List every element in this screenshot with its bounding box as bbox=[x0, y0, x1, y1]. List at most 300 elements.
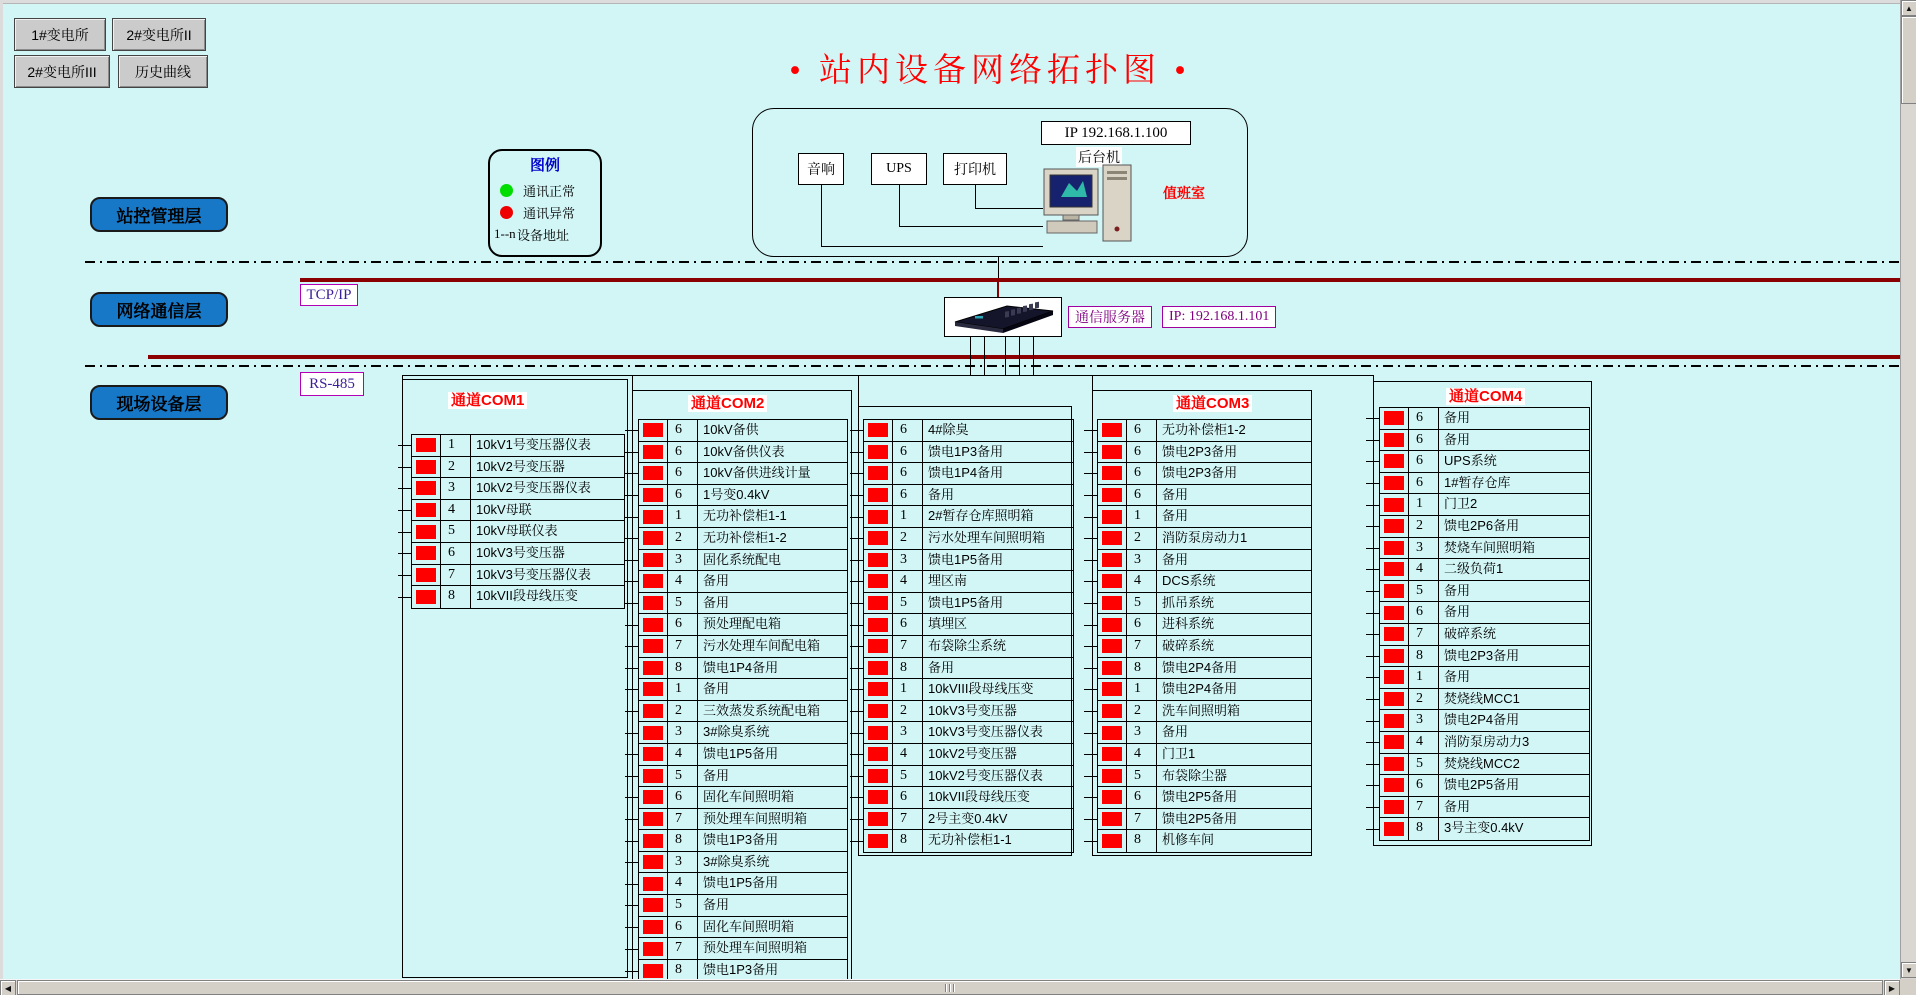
status-square-icon bbox=[1384, 822, 1404, 836]
status-square-icon bbox=[1384, 735, 1404, 749]
scroll-up-button[interactable] bbox=[1901, 0, 1916, 16]
device-address: 3 bbox=[1127, 550, 1157, 571]
device-row bbox=[864, 550, 1073, 572]
device-address: 5 bbox=[1127, 593, 1157, 614]
comm-status-cell bbox=[864, 506, 893, 527]
comm-status-cell bbox=[864, 809, 893, 830]
comm-server-ip-label: IP: 192.168.1.101 bbox=[1162, 306, 1276, 328]
status-square-icon bbox=[868, 834, 888, 848]
status-square-icon bbox=[643, 877, 663, 891]
device-row bbox=[412, 457, 624, 479]
layer-button-station-control[interactable]: 站控管理层 bbox=[90, 197, 228, 232]
device-address: 4 bbox=[893, 744, 923, 765]
device-address: 3 bbox=[893, 722, 923, 743]
legend-item-device-address bbox=[490, 223, 600, 245]
device-label: 馈电1P3备用 bbox=[703, 961, 779, 977]
device-address: 7 bbox=[1127, 636, 1157, 657]
device-row bbox=[864, 485, 1073, 507]
device-row bbox=[864, 701, 1073, 723]
page-title: • 站内设备网络拓扑图 • bbox=[789, 53, 1191, 89]
comm-status-cell bbox=[412, 500, 441, 521]
comm-status-cell bbox=[639, 917, 668, 938]
status-square-icon bbox=[1102, 618, 1122, 632]
comm-status-cell bbox=[1098, 701, 1127, 722]
channel-feeder-wire bbox=[632, 375, 633, 391]
device-label: 馈电1P5备用 bbox=[703, 875, 779, 891]
comm-status-cell bbox=[639, 528, 668, 549]
device-label: 三效蒸发系统配电箱 bbox=[703, 702, 821, 718]
device-row bbox=[639, 463, 847, 485]
server-channel-wire bbox=[984, 337, 985, 375]
status-square-icon bbox=[1102, 726, 1122, 740]
device-row bbox=[639, 420, 847, 442]
device-address: 7 bbox=[668, 809, 698, 830]
channel-distribution-wire bbox=[402, 375, 1374, 376]
comm-status-cell bbox=[1380, 775, 1409, 796]
device-label: 备用 bbox=[1444, 798, 1471, 814]
up-arrow-icon: ▲ bbox=[1905, 3, 1913, 13]
device-address: 8 bbox=[1127, 658, 1157, 679]
device-address: 6 bbox=[1409, 473, 1439, 494]
status-square-icon bbox=[416, 568, 436, 582]
device-row bbox=[1380, 408, 1589, 430]
device-label: 消防泵房动力3 bbox=[1444, 733, 1530, 749]
device-label: 破碎系统 bbox=[1444, 625, 1497, 641]
device-label: 备用 bbox=[928, 659, 955, 675]
channel-com2-device-table bbox=[638, 419, 848, 982]
device-row bbox=[1380, 710, 1589, 732]
nav-button-substation1[interactable]: 1#变电所 bbox=[14, 18, 106, 51]
device-address: 2 bbox=[1127, 528, 1157, 549]
device-row bbox=[1098, 485, 1311, 507]
device-address: 8 bbox=[441, 586, 471, 608]
device-row bbox=[1098, 614, 1311, 636]
layer-button-network-comm[interactable]: 网络通信层 bbox=[90, 292, 228, 327]
comm-status-cell bbox=[1380, 408, 1409, 429]
device-address: 6 bbox=[668, 442, 698, 463]
comm-status-cell bbox=[1380, 602, 1409, 623]
comm-status-cell bbox=[1098, 636, 1127, 657]
device-label: 布袋除尘系统 bbox=[928, 637, 1007, 653]
device-label: 3号主变0.4kV bbox=[1444, 820, 1524, 836]
device-address: 5 bbox=[441, 521, 471, 542]
status-square-icon bbox=[1384, 778, 1404, 792]
status-square-icon bbox=[1102, 445, 1122, 459]
device-label: 固化车间照明箱 bbox=[703, 918, 795, 934]
comm-status-cell bbox=[864, 722, 893, 743]
device-address: 6 bbox=[668, 463, 698, 484]
status-square-icon bbox=[1102, 466, 1122, 480]
comm-status-cell bbox=[864, 571, 893, 592]
device-label: 备用 bbox=[1162, 724, 1189, 740]
device-address: 6 bbox=[1127, 420, 1157, 441]
status-square-icon bbox=[1102, 423, 1122, 437]
status-square-icon bbox=[643, 942, 663, 956]
backend-computer-label: 后台机 bbox=[1078, 149, 1120, 165]
device-row bbox=[639, 744, 847, 766]
device-label: 无功补偿柜1-2 bbox=[703, 529, 787, 545]
device-row bbox=[412, 435, 624, 457]
device-address: 7 bbox=[1409, 797, 1439, 818]
device-address: 5 bbox=[1409, 581, 1439, 602]
channel-com3-device-table bbox=[1097, 419, 1312, 853]
audio-device-box: 音响 bbox=[798, 153, 844, 185]
device-address: 3 bbox=[441, 478, 471, 499]
comm-status-cell bbox=[1380, 624, 1409, 645]
comm-status-cell bbox=[864, 658, 893, 679]
status-square-icon bbox=[1102, 639, 1122, 653]
device-row bbox=[639, 506, 847, 528]
device-row bbox=[1380, 602, 1589, 624]
device-address: 3 bbox=[668, 852, 698, 873]
device-address: 8 bbox=[1409, 818, 1439, 840]
device-label: 馈电2P3备用 bbox=[1162, 443, 1238, 459]
device-row bbox=[412, 500, 624, 522]
device-address: 6 bbox=[1127, 787, 1157, 808]
status-square-icon bbox=[868, 445, 888, 459]
device-row bbox=[639, 701, 847, 723]
device-row bbox=[639, 787, 847, 809]
device-address: 2 bbox=[893, 701, 923, 722]
device-row bbox=[1098, 463, 1311, 485]
device-address: 7 bbox=[668, 636, 698, 657]
device-label: 备用 bbox=[1444, 669, 1471, 685]
device-label: 洗车间照明箱 bbox=[1162, 702, 1241, 718]
comm-status-cell bbox=[1380, 538, 1409, 559]
printer-wire bbox=[975, 208, 1043, 209]
status-square-icon bbox=[416, 460, 436, 474]
device-row bbox=[864, 809, 1073, 831]
device-label: 进科系统 bbox=[1162, 616, 1215, 632]
comm-status-cell bbox=[412, 478, 441, 499]
comm-status-cell bbox=[1098, 506, 1127, 527]
status-square-icon bbox=[1102, 488, 1122, 502]
device-label: 消防泵房动力1 bbox=[1162, 529, 1248, 545]
device-address: 8 bbox=[893, 658, 923, 679]
device-label: 馈电2P5备用 bbox=[1162, 810, 1238, 826]
device-label: 馈电2P3备用 bbox=[1444, 647, 1520, 663]
device-address: 6 bbox=[893, 787, 923, 808]
vertical-scroll-thumb[interactable] bbox=[1901, 16, 1916, 104]
device-address: 6 bbox=[893, 485, 923, 506]
channel-com4-title: 通道COM4 bbox=[1446, 388, 1525, 405]
device-address: 1 bbox=[441, 435, 471, 456]
status-square-icon bbox=[643, 898, 663, 912]
status-square-icon bbox=[643, 682, 663, 696]
status-square-icon bbox=[1102, 574, 1122, 588]
comm-status-cell bbox=[1380, 689, 1409, 710]
device-address: 8 bbox=[1409, 646, 1439, 667]
device-address: 3 bbox=[1409, 538, 1439, 559]
comm-status-cell bbox=[1380, 451, 1409, 472]
device-label: 污水处理车间配电箱 bbox=[703, 637, 821, 653]
device-row bbox=[1380, 451, 1589, 473]
device-label: 10kV3号变压器 bbox=[476, 544, 565, 560]
device-row bbox=[1098, 766, 1311, 788]
status-square-icon bbox=[868, 488, 888, 502]
device-address: 2 bbox=[441, 457, 471, 478]
device-row bbox=[1098, 787, 1311, 809]
device-label: 10kV母联仪表 bbox=[476, 523, 558, 539]
device-label: 门卫1 bbox=[1162, 745, 1196, 761]
status-square-icon bbox=[416, 438, 436, 452]
status-square-icon bbox=[868, 531, 888, 545]
tcpip-bus-line bbox=[300, 278, 1900, 282]
device-address: 4 bbox=[1409, 559, 1439, 580]
device-label: 焚烧车间照明箱 bbox=[1444, 539, 1536, 555]
comm-status-cell bbox=[1098, 485, 1127, 506]
device-address: 4 bbox=[441, 500, 471, 521]
comm-status-cell bbox=[1380, 473, 1409, 494]
device-address: 5 bbox=[1127, 766, 1157, 787]
comm-status-cell bbox=[639, 550, 668, 571]
comm-status-cell bbox=[1380, 494, 1409, 515]
status-square-icon bbox=[1102, 510, 1122, 524]
comm-status-cell bbox=[1098, 528, 1127, 549]
device-label: 备用 bbox=[1444, 582, 1471, 598]
device-label: 1#暂存仓库 bbox=[1444, 474, 1511, 490]
device-row bbox=[864, 679, 1073, 701]
device-row bbox=[1380, 559, 1589, 581]
status-square-icon bbox=[643, 596, 663, 610]
comm-status-cell bbox=[864, 550, 893, 571]
status-square-icon bbox=[643, 639, 663, 653]
nav-button-substation2-ii[interactable]: 2#变电所II bbox=[112, 18, 206, 51]
device-label: 门卫2 bbox=[1444, 496, 1478, 512]
channel-com4-group bbox=[1373, 381, 1592, 846]
device-address: 6 bbox=[1409, 775, 1439, 796]
device-row bbox=[639, 485, 847, 507]
comm-status-cell bbox=[1380, 818, 1409, 840]
status-square-icon bbox=[416, 590, 436, 604]
scroll-right-button[interactable] bbox=[1884, 980, 1900, 995]
device-label: 二级负荷1 bbox=[1444, 561, 1504, 577]
device-label: 焚烧线MCC1 bbox=[1444, 690, 1520, 706]
device-label: 4#除臭 bbox=[928, 422, 969, 437]
printer-wire bbox=[975, 185, 976, 208]
comm-status-cell bbox=[639, 766, 668, 787]
status-square-icon bbox=[643, 445, 663, 459]
ups-device-box: UPS bbox=[871, 153, 927, 185]
device-address: 4 bbox=[1409, 732, 1439, 753]
status-square-icon bbox=[1384, 757, 1404, 771]
device-row bbox=[864, 593, 1073, 615]
device-row bbox=[639, 528, 847, 550]
comm-status-cell bbox=[639, 722, 668, 743]
device-row bbox=[1380, 624, 1589, 646]
device-row bbox=[639, 593, 847, 615]
device-address: 1 bbox=[1409, 494, 1439, 515]
comm-status-cell bbox=[1098, 744, 1127, 765]
rs485-label: RS-485 bbox=[300, 372, 364, 396]
device-row bbox=[1380, 494, 1589, 516]
status-square-icon bbox=[1102, 531, 1122, 545]
device-address: 1 bbox=[1409, 667, 1439, 688]
device-row bbox=[639, 895, 847, 917]
address-range-symbol: 1--n bbox=[494, 226, 516, 241]
device-label: 馈电1P4备用 bbox=[928, 465, 1004, 481]
status-square-icon bbox=[643, 769, 663, 783]
device-address: 8 bbox=[668, 960, 698, 982]
audio-wire bbox=[821, 185, 822, 246]
device-row bbox=[1098, 506, 1311, 528]
device-label: 馈电2P5备用 bbox=[1162, 789, 1238, 805]
vertical-scrollbar[interactable] bbox=[1900, 0, 1916, 979]
device-address: 7 bbox=[893, 809, 923, 830]
green-dot-icon bbox=[500, 184, 513, 197]
device-label: 10kV备供仪表 bbox=[703, 443, 785, 459]
status-square-icon bbox=[643, 423, 663, 437]
status-square-icon bbox=[416, 525, 436, 539]
device-label: 无功补偿柜1-1 bbox=[703, 508, 787, 524]
layer-separator-line bbox=[85, 261, 1908, 263]
device-row bbox=[1380, 797, 1589, 819]
status-square-icon bbox=[643, 466, 663, 480]
status-square-icon bbox=[643, 855, 663, 869]
horizontal-scroll-thumb[interactable] bbox=[17, 980, 1883, 995]
device-row bbox=[639, 550, 847, 572]
device-address: 1 bbox=[1127, 506, 1157, 527]
device-address: 8 bbox=[893, 830, 923, 852]
device-label: 备用 bbox=[703, 897, 730, 913]
status-square-icon bbox=[643, 726, 663, 740]
comm-status-cell bbox=[412, 435, 441, 456]
status-square-icon bbox=[643, 964, 663, 978]
device-address: 6 bbox=[893, 442, 923, 463]
device-label: 馈电2P6备用 bbox=[1444, 517, 1520, 533]
layer-separator-line bbox=[85, 365, 1908, 367]
device-label: 馈电1P3备用 bbox=[928, 443, 1004, 459]
device-row bbox=[1098, 701, 1311, 723]
comm-status-cell bbox=[639, 744, 668, 765]
device-row bbox=[1380, 732, 1589, 754]
nav-button-substation2-iii[interactable]: 2#变电所III bbox=[14, 55, 110, 88]
device-row bbox=[1380, 473, 1589, 495]
comm-status-cell bbox=[1098, 442, 1127, 463]
server-channel-wire bbox=[1033, 337, 1034, 375]
channel-mid-device-table bbox=[863, 419, 1074, 853]
scroll-left-button[interactable] bbox=[0, 980, 16, 995]
device-address: 2 bbox=[668, 701, 698, 722]
device-address: 6 bbox=[893, 463, 923, 484]
device-row bbox=[864, 528, 1073, 550]
device-row bbox=[1380, 818, 1589, 840]
device-row bbox=[1098, 636, 1311, 658]
device-row bbox=[864, 766, 1073, 788]
device-address: 6 bbox=[1409, 602, 1439, 623]
device-label: 备用 bbox=[1444, 431, 1471, 447]
comm-status-cell bbox=[639, 679, 668, 700]
device-label: 备用 bbox=[703, 594, 730, 610]
comm-status-cell bbox=[1098, 658, 1127, 679]
comm-status-cell bbox=[1098, 766, 1127, 787]
channel-com1-group bbox=[402, 379, 628, 978]
device-row bbox=[864, 614, 1073, 636]
status-square-icon bbox=[1102, 812, 1122, 826]
window-bevel-left bbox=[0, 0, 3, 995]
device-row bbox=[864, 636, 1073, 658]
device-row bbox=[639, 571, 847, 593]
status-square-icon bbox=[868, 812, 888, 826]
status-square-icon bbox=[868, 639, 888, 653]
server-channel-wire bbox=[1019, 337, 1020, 375]
red-dot-icon bbox=[500, 206, 513, 219]
layer-button-field-device[interactable]: 现场设备层 bbox=[90, 385, 228, 420]
status-square-icon bbox=[868, 726, 888, 740]
status-square-icon bbox=[1384, 627, 1404, 641]
scroll-down-button[interactable] bbox=[1901, 962, 1916, 978]
status-square-icon bbox=[1384, 519, 1404, 533]
device-address: 1 bbox=[893, 506, 923, 527]
comm-status-cell bbox=[1098, 571, 1127, 592]
comm-status-cell bbox=[1380, 710, 1409, 731]
device-row bbox=[639, 766, 847, 788]
device-row bbox=[412, 478, 624, 500]
device-row bbox=[1098, 528, 1311, 550]
horizontal-scrollbar[interactable] bbox=[0, 979, 1900, 995]
server-channel-wire bbox=[1005, 337, 1006, 375]
status-square-icon bbox=[643, 920, 663, 934]
comm-status-cell bbox=[864, 463, 893, 484]
device-address: 7 bbox=[1127, 809, 1157, 830]
channel-feeder-wire bbox=[1092, 375, 1093, 391]
ups-wire bbox=[899, 185, 900, 226]
status-square-icon bbox=[868, 510, 888, 524]
device-row bbox=[1380, 775, 1589, 797]
comm-status-cell bbox=[864, 744, 893, 765]
device-row bbox=[1098, 420, 1311, 442]
device-address: 5 bbox=[893, 766, 923, 787]
status-square-icon bbox=[643, 574, 663, 588]
status-square-icon bbox=[643, 812, 663, 826]
comm-status-cell bbox=[1098, 593, 1127, 614]
device-label: 无功补偿柜1-1 bbox=[928, 832, 1012, 848]
channel-com3-title: 通道COM3 bbox=[1173, 395, 1252, 412]
comm-status-cell bbox=[639, 658, 668, 679]
nav-button-history-curve[interactable]: 历史曲线 bbox=[118, 55, 208, 88]
device-address: 4 bbox=[1127, 571, 1157, 592]
device-row bbox=[639, 679, 847, 701]
comm-status-cell bbox=[864, 485, 893, 506]
comm-status-cell bbox=[639, 614, 668, 635]
status-square-icon bbox=[416, 503, 436, 517]
ups-wire bbox=[899, 226, 1043, 227]
status-square-icon bbox=[868, 769, 888, 783]
comm-status-cell bbox=[639, 830, 668, 851]
device-row bbox=[864, 442, 1073, 464]
device-row bbox=[639, 809, 847, 831]
device-address: 6 bbox=[1127, 485, 1157, 506]
device-address: 7 bbox=[893, 636, 923, 657]
device-address: 2 bbox=[893, 528, 923, 549]
comm-status-cell bbox=[1098, 463, 1127, 484]
device-address: 1 bbox=[668, 679, 698, 700]
device-label: 馈电1P3备用 bbox=[703, 832, 779, 848]
down-arrow-icon: ▼ bbox=[1905, 965, 1913, 975]
device-label: 备用 bbox=[1162, 508, 1189, 524]
comm-status-cell bbox=[1380, 797, 1409, 818]
duty-room-label: 值班室 bbox=[1163, 185, 1205, 201]
device-label: 馈电2P4备用 bbox=[1444, 712, 1520, 728]
status-square-icon bbox=[1102, 661, 1122, 675]
comm-status-cell bbox=[864, 679, 893, 700]
channel-com3-group bbox=[1092, 390, 1312, 856]
comm-status-cell bbox=[1380, 430, 1409, 451]
device-address: 3 bbox=[1409, 710, 1439, 731]
status-square-icon bbox=[1384, 498, 1404, 512]
device-label: 2#暂存仓库照明箱 bbox=[928, 508, 1034, 524]
device-address: 1 bbox=[1127, 679, 1157, 700]
